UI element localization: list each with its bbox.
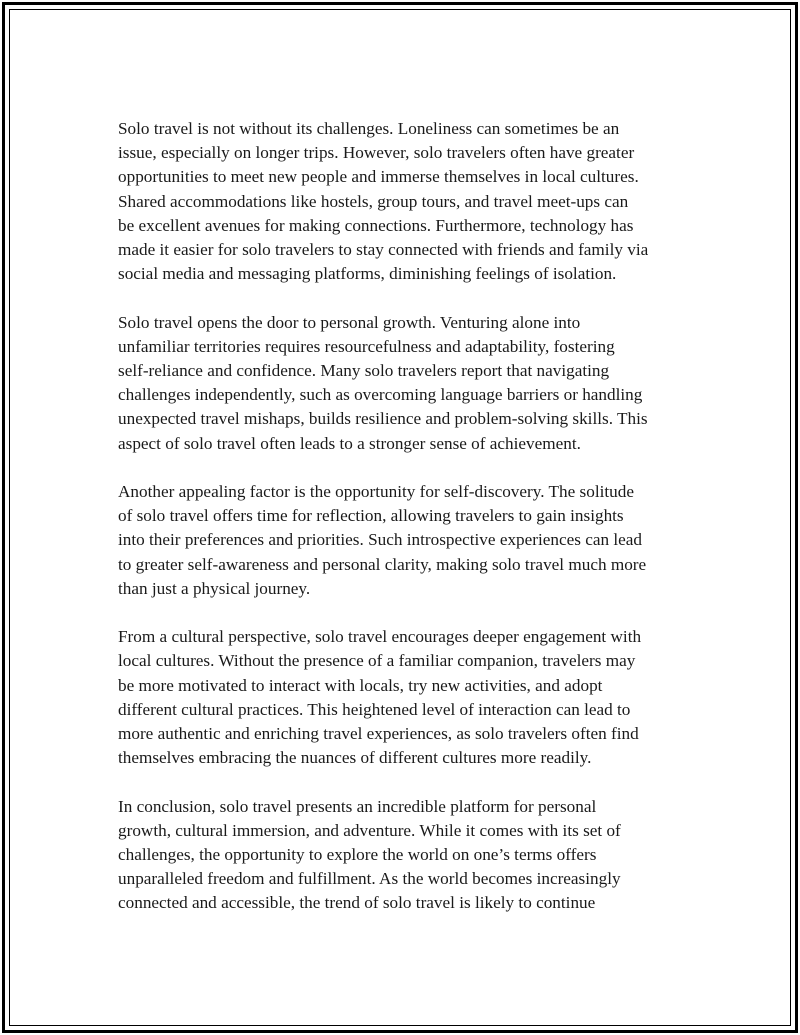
paragraph-cultural-perspective: From a cultural perspective, solo travel encourages deeper engagement with local cultures. Without the presence of a familiar companion, travelers may be more motivated to interact with locals, try new activities, and adopt different cultural practices. This heightened level of interaction can lead to more authentic and enriching travel experiences, as solo travelers often find themselves embracing the nuances of different cultures more readily.: [118, 627, 642, 768]
paragraph-challenges: Solo travel is not without its challenges. Loneliness can sometimes be an issue, especially on longer trips. However, solo travelers often have greater opportunities to meet new people and immerse themselves in local cultures. Shared accommodations like hostels, group tours, and travel meet-ups can be excellent avenues for making connections. Furthermore, technology has made it easier for solo travelers to stay connected with friends and family via social media and messaging platforms, diminishing feelings of isolation.: [118, 119, 649, 284]
paragraph-personal-growth: Solo travel opens the door to personal growth. Venturing alone into unfamiliar territories requires resourcefulness and adaptability, fostering self-reliance and confidence. Many solo travelers report that navigating challenges independently, such as overcoming language barriers or handling unexpected travel mishaps, builds resilience and problem-solving skills. This aspect of solo travel often leads to a stronger sense of achievement.: [118, 312, 648, 453]
paragraph-self-discovery: Another appealing factor is the opportunity for self-discovery. The solitude of solo travel offers time for reflection, allowing travelers to gain insights into their preferences and priorities. Such introspective experiences can lead to greater self-awareness and personal clarity, making solo travel much more than just a physical journey.: [118, 482, 647, 598]
paragraph-conclusion: In conclusion, solo travel presents an incredible platform for personal growth, cultural immersion, and adventure. While it comes with its set of challenges, the opportunity to explore the world on one’s terms offers unparalleled freedom and fulfillment. As the world becomes increasingly connected and accessible, the trend of solo travel is likely to continue: [118, 796, 621, 913]
document-body: [118, 117, 692, 940]
